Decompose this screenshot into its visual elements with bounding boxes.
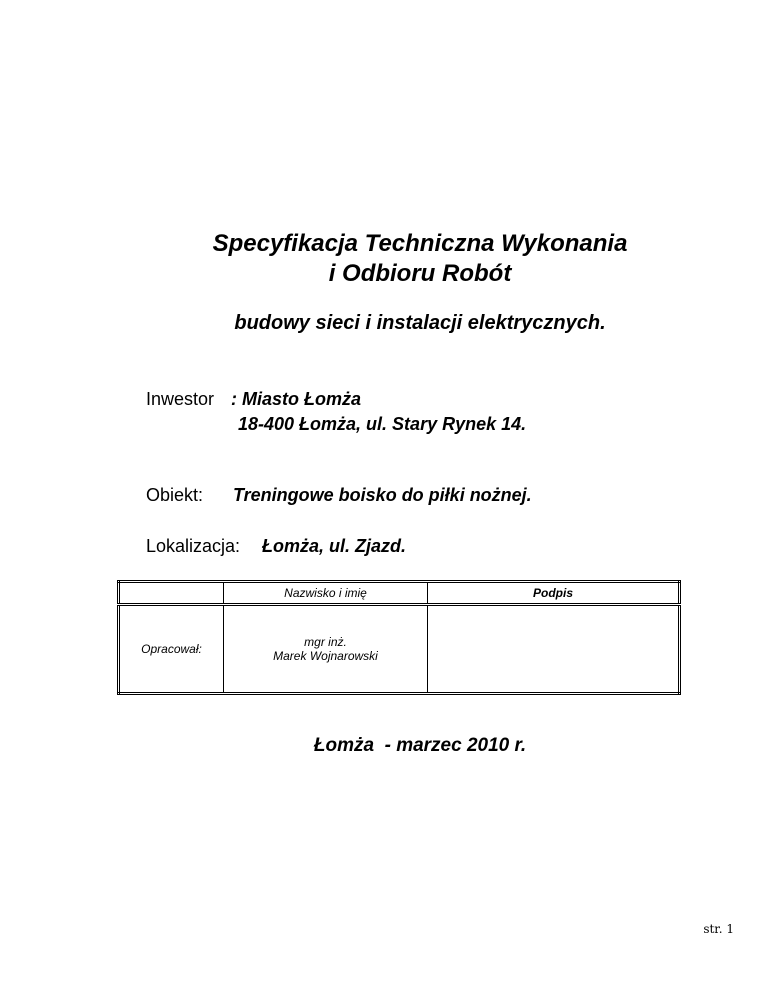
signature-table-header-signature: Podpis: [428, 582, 680, 605]
prepared-by-name: Marek Wojnarowski: [273, 649, 378, 663]
document-title-line-2: i Odbioru Robót: [328, 260, 512, 287]
signature-cell: [428, 605, 680, 694]
document-title-line-1: Specyfikacja Techniczna Wykonania: [212, 230, 628, 257]
signature-table-header-empty: [119, 582, 224, 605]
location-label: Lokalizacja:: [146, 536, 241, 556]
signature-table-header-name: Nazwisko i imię: [224, 582, 428, 605]
object-value: Treningowe boisko do piłki nożnej.: [233, 485, 532, 505]
page-number: str. 1: [703, 922, 734, 936]
place-and-date: Łomża - marzec 2010 r.: [313, 735, 527, 756]
investor-value-line-1: : Miasto Łomża: [231, 389, 362, 409]
prepared-by-title: mgr inż.: [304, 635, 347, 649]
signature-table-row: [119, 605, 680, 694]
signature-table: [117, 580, 681, 695]
object-label: Obiekt:: [146, 485, 204, 505]
location-value: Łomża, ul. Zjazd.: [262, 536, 407, 556]
prepared-by-name-cell: [224, 605, 428, 694]
investor-label: Inwestor: [146, 389, 215, 409]
signature-table-header-row: [119, 582, 680, 605]
prepared-by-label: Opracował:: [119, 605, 224, 694]
document-subtitle: budowy sieci i instalacji elektrycznych.: [234, 312, 606, 334]
investor-value-line-2: 18-400 Łomża, ul. Stary Rynek 14.: [238, 414, 527, 434]
